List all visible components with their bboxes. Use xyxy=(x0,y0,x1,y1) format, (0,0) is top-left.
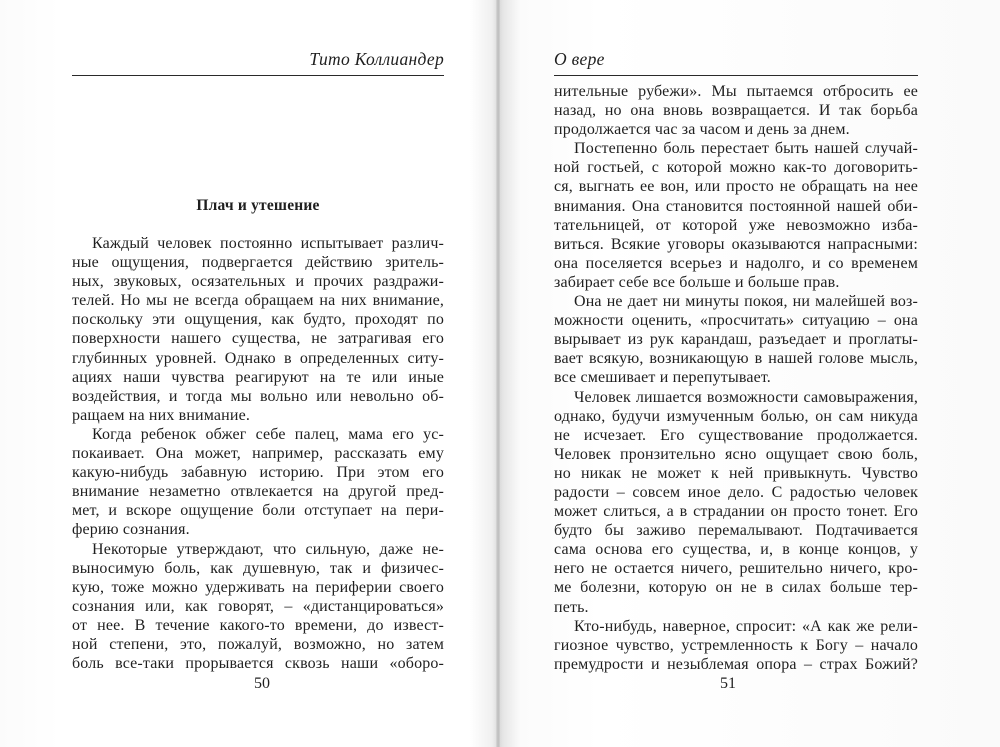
text-line: сознания или, как говорят, – «дистанцироваться» xyxy=(72,597,444,615)
text-line: Некоторые утверждают, что сильную, даже не- xyxy=(92,540,444,558)
text-line: будто бы заживо перемалывают. Подтачивается xyxy=(554,522,918,540)
text-line: вает всякую, возникающую в нашей голове мысль, xyxy=(554,350,918,368)
text-line: но никак не может к ней привыкнуть. Чувство xyxy=(554,464,918,482)
text-line: ме болезни, которую он не в силах больше тер- xyxy=(554,579,918,597)
text-line: премудрости и незыблемая опора – страх Божий? xyxy=(554,655,918,673)
text-line: ных, звуковых, осязательных и прочих раздражи- xyxy=(72,273,444,291)
text-line: сама основа его существа, и, в конце концов, у xyxy=(554,541,918,559)
text-line: она поселяется всерьез и надолго, и со временем xyxy=(554,254,918,272)
chapter-title: Плач и утешение xyxy=(196,197,320,214)
text-line: Человек лишается возможности самовыражения, xyxy=(574,388,918,406)
text-line: него не остается ничего, решительно ничего, кро- xyxy=(554,560,918,578)
text-line: внимания. Она становится постоянной нашей оби- xyxy=(554,197,918,215)
text-line: от нее. В течение какого-то времени, до извест- xyxy=(72,616,444,634)
text-line: может слиться, а в страдании он просто тонет. Его xyxy=(554,503,918,521)
text-line: гиозное чувство, устремленность к Богу – начало xyxy=(554,636,918,654)
right-page xyxy=(554,0,918,747)
text-line: назад, но она вновь возвращается. И так борьба xyxy=(554,102,918,120)
left-header-rule xyxy=(72,75,444,76)
text-line: радости – совсем иное дело. С радостью человек xyxy=(554,483,918,501)
text-line: телей. Но мы не всегда обращаем на них внимание, xyxy=(72,292,444,310)
right-body-text xyxy=(554,82,918,674)
text-line: петь. xyxy=(554,598,589,616)
text-line: ной степени, это, пожалуй, возможно, но затем xyxy=(72,635,444,653)
text-line: воздействия, и тогда мы вольно или невольно об- xyxy=(72,387,444,405)
text-line: можности оценить, «просчитать» ситуацию – она xyxy=(554,312,918,330)
text-line: Человек пронзительно ясно ощущает свою боль, xyxy=(554,445,918,463)
text-line: вырывает из рук карандаш, разъедает и проглаты- xyxy=(554,331,918,349)
text-line: боль все-таки прорывается сквозь наши «оборо- xyxy=(72,655,444,673)
text-line: ной гостьей, с которой можно как-то договорить- xyxy=(554,159,918,177)
text-line: виться. Всякие уговоры оказываются напрасными: xyxy=(554,235,918,253)
book-gutter xyxy=(496,0,500,747)
text-line: ся, выгнать ее вон, или просто не обращать на нее xyxy=(554,178,918,196)
text-line: мет, и вскоре ощущение боли отступает на пери- xyxy=(72,502,444,520)
text-line: нительные рубежи». Мы пытаемся отбросить ее xyxy=(554,83,918,100)
text-line: Она не дает ни минуты покоя, ни малейшей воз- xyxy=(574,293,918,311)
text-line: тательницей, от которой уже невозможно изба- xyxy=(554,216,918,234)
text-line: не исчезает. Его существование продолжается. xyxy=(554,426,918,444)
text-line: однако, будучи измученным болью, он сам никуда xyxy=(554,407,918,425)
left-running-head: Тито Коллиандер xyxy=(309,49,444,69)
left-page xyxy=(72,0,444,747)
text-line: Постепенно боль перестает быть нашей случай- xyxy=(574,140,918,158)
text-line: ращаем на них внимание. xyxy=(72,406,251,424)
left-page-number: 50 xyxy=(254,675,270,692)
text-line: глубинных уровней. Однако в определенных ситу- xyxy=(72,349,444,367)
text-line: забирает себе все больше и больше прав. xyxy=(554,273,840,291)
text-line: ферию сознания. xyxy=(72,521,190,539)
text-line: внимание незаметно отвлекается на другой пред- xyxy=(72,483,444,501)
text-line: выносимую боль, как душевную, так и физичес- xyxy=(72,559,444,577)
text-line: ные ощущения, подвергается действию зритель- xyxy=(72,254,444,272)
text-line: какую-нибудь забавную историю. При этом его xyxy=(72,464,444,482)
text-line: ациях наши чувства реагируют на те или иные xyxy=(72,368,444,386)
text-line: покаивает. Она может, например, рассказать ему xyxy=(72,445,444,463)
right-page-number: 51 xyxy=(720,675,736,692)
text-line: поверхности нашего существа, не затрагивая его xyxy=(72,330,444,348)
text-line: все смешивает и перепутывает. xyxy=(554,369,771,387)
left-body-text xyxy=(72,234,444,673)
right-running-head: О вере xyxy=(554,49,605,69)
text-line: кую, тоже можно удерживать на периферии своего xyxy=(72,578,444,596)
text-line: Каждый человек постоянно испытывает различ- xyxy=(92,235,444,252)
right-header-rule xyxy=(554,75,918,76)
text-line: поскольку эти ощущения, как будто, проходят по xyxy=(72,311,444,329)
text-line: Кто-нибудь, наверное, спросит: «А как же рели- xyxy=(574,617,918,635)
text-line: Когда ребенок обжег себе палец, мама его ус- xyxy=(92,425,444,443)
text-line: продолжается час за часом и день за днем. xyxy=(554,121,850,139)
